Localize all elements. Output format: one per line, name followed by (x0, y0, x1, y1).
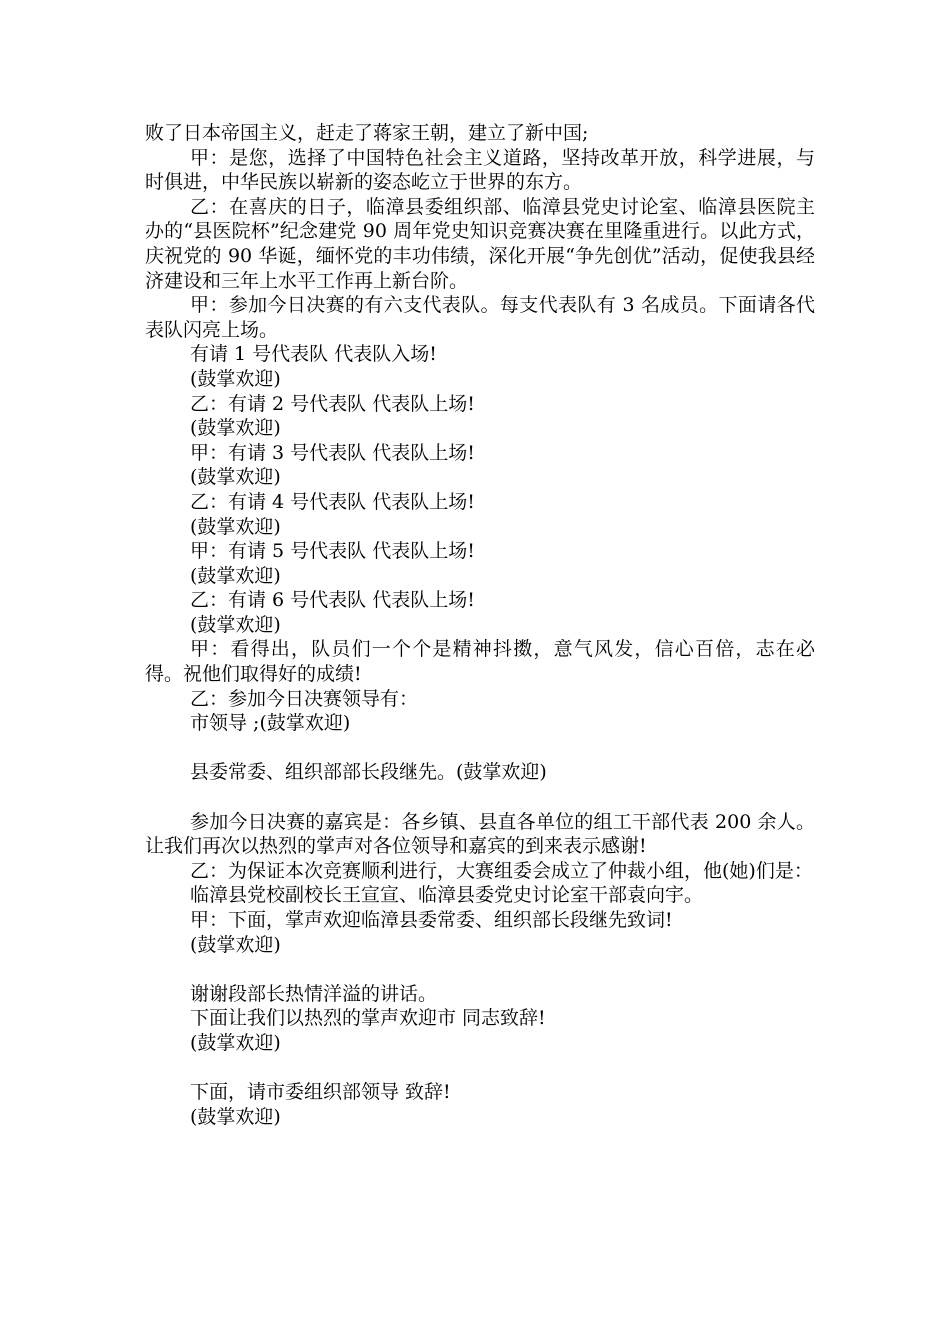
document-paragraph: 下面，请市委组织部领导 致辞! (190, 1081, 451, 1104)
document-paragraph: (鼓掌欢迎) (190, 417, 281, 440)
document-paragraph: 乙：在喜庆的日子，临漳县委组织部、临漳县党史讨论室、临漳县医院主办的“县医院杯”纪念建党 90 周年党史知识竞赛决赛在里隆重进行。以此方式，庆祝党的 90 华诞，缅怀党的丰功伟绩，深化开展“争先创优”活动，促使我县经济建设和三年上水平工作再上新台阶。 (145, 195, 815, 292)
document-paragraph: 乙：为保证本次竞赛顺利进行，大赛组委会成立了仲裁小组，他(她)们是： (190, 859, 813, 882)
blank-line (145, 736, 815, 761)
document-page (145, 121, 815, 1129)
document-paragraph: 甲：参加今日决赛的有六支代表队。每支代表队有 3 名成员。下面请各代表队闪亮上场。 (145, 294, 815, 341)
document-paragraph: 甲：有请 5 号代表队 代表队上场! (190, 540, 475, 563)
document-paragraph: 市领导 ;(鼓掌欢迎) (190, 712, 351, 735)
document-paragraph: 甲：下面，掌声欢迎临漳县委常委、组织部长段继先致词! (190, 909, 673, 931)
document-paragraph: 乙：参加今日决赛领导有： (190, 687, 419, 710)
document-paragraph: 临漳县党校副校长王宣宣、临漳县委党史讨论室干部袁向宇。 (190, 884, 704, 907)
document-paragraph: (鼓掌欢迎) (190, 613, 281, 636)
document-paragraph: 乙：有请 6 号代表队 代表队上场! (190, 589, 475, 612)
document-paragraph: (鼓掌欢迎) (190, 466, 281, 489)
document-paragraph: (鼓掌欢迎) (190, 367, 281, 390)
document-paragraph: (鼓掌欢迎) (190, 515, 281, 538)
document-paragraph: 甲：看得出，队员们一个个是精神抖擞，意气风发，信心百倍，志在必得。祝他们取得好的成绩! (145, 638, 815, 686)
document-paragraph: 有请 1 号代表队 代表队入场! (190, 343, 437, 366)
document-paragraph: 下面让我们以热烈的掌声欢迎市 同志致辞! (190, 1007, 546, 1030)
blank-line (145, 1056, 815, 1081)
document-paragraph: 甲：有请 3 号代表队 代表队上场! (190, 441, 475, 464)
document-paragraph: 谢谢段部长热情洋溢的讲话。 (190, 982, 438, 1005)
document-paragraph: 乙：有请 2 号代表队 代表队上场! (190, 392, 475, 415)
document-paragraph: (鼓掌欢迎) (190, 1031, 281, 1054)
document-paragraph: (鼓掌欢迎) (190, 933, 281, 956)
document-paragraph: (鼓掌欢迎) (190, 564, 281, 587)
document-paragraph: 败了日本帝国主义，赶走了蒋家王朝，建立了新中国; (145, 122, 589, 144)
document-paragraph: (鼓掌欢迎) (190, 1105, 281, 1128)
document-paragraph: 县委常委、组织部部长段继先。(鼓掌欢迎) (190, 761, 547, 784)
document-paragraph: 甲：是您，选择了中国特色社会主义道路，坚持改革开放，科学进展，与时俱进，中华民族以崭新的姿态屹立于世界的东方。 (145, 146, 815, 194)
document-paragraph: 乙：有请 4 号代表队 代表队上场! (190, 490, 475, 513)
document-paragraph: 参加今日决赛的嘉宾是：各乡镇、县直各单位的组工干部代表 200 余人。让我们再次以热烈的掌声对各位领导和嘉宾的到来表示感谢! (145, 810, 815, 858)
blank-line (145, 957, 815, 982)
blank-line (145, 785, 815, 810)
